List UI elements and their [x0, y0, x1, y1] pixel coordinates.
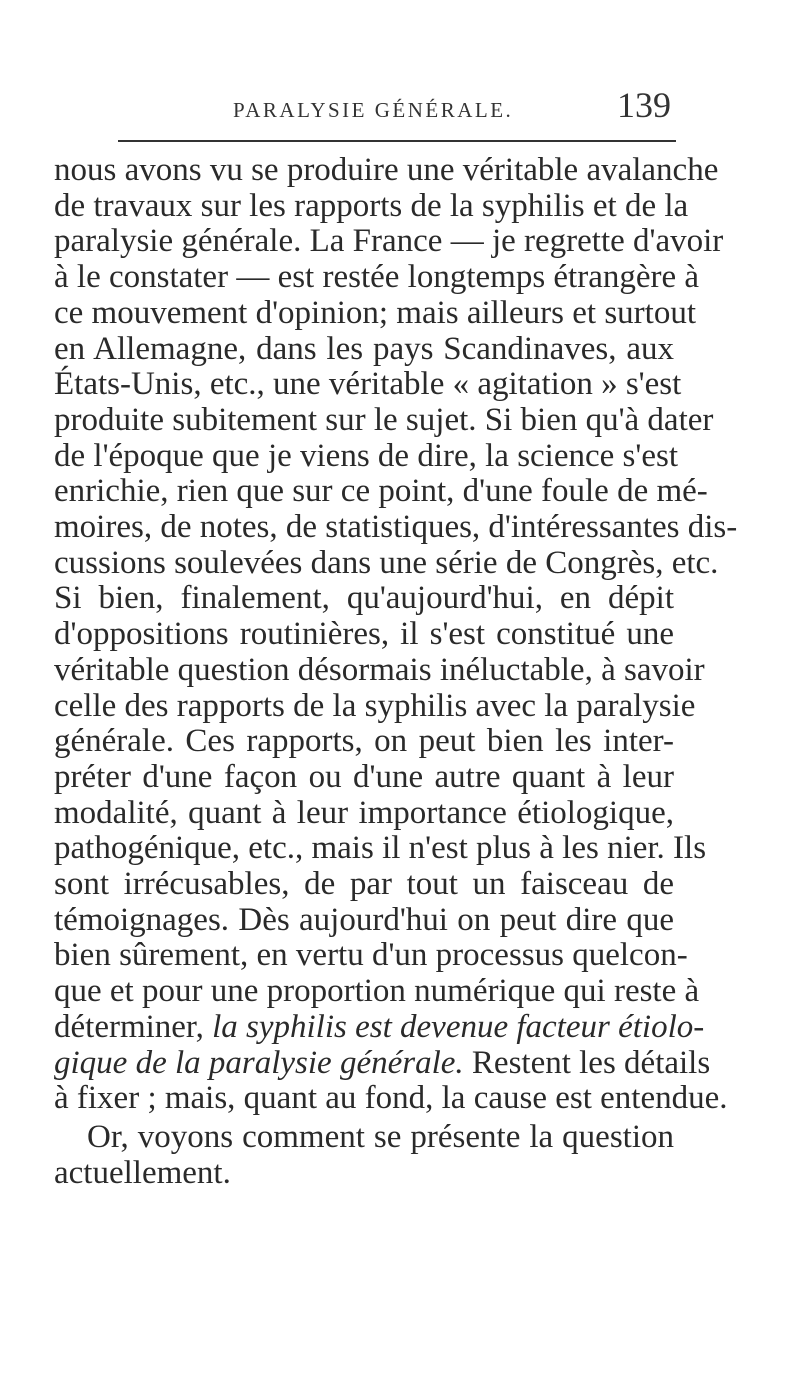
text-line: actuellement.: [54, 1154, 231, 1191]
text-line: États-Unis, etc., une véritable « agitation » s'est: [54, 366, 682, 403]
italic-text-segment: gique de la paralysie générale.: [54, 1044, 464, 1081]
text-line: pathogénique, etc., mais il n'est plus à les nier. Ils: [54, 830, 707, 867]
paragraph-1: [54, 152, 738, 1117]
text-line: ce mouvement d'opinion; mais ailleurs et surtout: [54, 294, 696, 331]
text-line: [54, 1044, 711, 1082]
text-line: Si bien, finalement, qu'aujourd'hui, en dépit: [54, 580, 674, 617]
text-line: bien sûrement, en vertu d'un processus quelcon-: [54, 937, 688, 974]
text-line: à fixer ; mais, quant au fond, la cause est entendue.: [54, 1080, 728, 1117]
text-line: cussions soulevées dans une série de Congrès, etc.: [54, 544, 719, 581]
text-line: [54, 1008, 705, 1046]
text-line: enrichie, rien que sur ce point, d'une foule de mé-: [54, 473, 708, 510]
text-line: Or, voyons comment se présente la question: [87, 1118, 674, 1155]
text-line: sont irrécusables, de par tout un faisceau de: [54, 866, 674, 903]
text-line: à le constater — est restée longtemps étrangère à: [54, 259, 700, 296]
text-line: de travaux sur les rapports de la syphilis et de la: [54, 187, 689, 224]
body-text: [54, 152, 738, 1191]
text-segment: Restent les détails: [463, 1044, 711, 1081]
text-line: préter d'une façon ou d'une autre quant à leur: [54, 758, 674, 795]
text-line: de l'époque que je viens de dire, la science s'est: [54, 437, 678, 474]
text-line: produite subitement sur le sujet. Si bien qu'à dater: [54, 401, 714, 438]
text-line: témoignages. Dès aujourd'hui on peut dire que: [54, 901, 674, 938]
text-line: nous avons vu se produire une véritable avalanche: [54, 152, 719, 188]
text-line: moires, de notes, de statistiques, d'intéressantes dis-: [54, 509, 738, 546]
italic-text-segment: la syphilis est devenue facteur étiolo-: [212, 1008, 705, 1045]
text-line: d'oppositions routinières, il s'est constitué une: [54, 616, 674, 653]
paragraph-2: [54, 1120, 674, 1191]
text-line: celle des rapports de la syphilis avec la paralysie: [54, 687, 696, 724]
header-rule: [118, 140, 676, 142]
text-line: que et pour une proportion numérique qui reste à: [54, 973, 700, 1010]
text-line: générale. Ces rapports, on peut bien les inter-: [54, 723, 674, 760]
text-line: véritable question désormais inéluctable, à savoir: [54, 651, 705, 688]
text-line: paralysie générale. La France — je regrette d'avoir: [54, 223, 724, 260]
text-segment: déterminer,: [54, 1008, 213, 1045]
running-title: PARALYSIE GÉNÉRALE.: [233, 98, 514, 122]
text-line: en Allemagne, dans les pays Scandinaves, aux: [54, 330, 674, 367]
text-line: modalité, quant à leur importance étiologique,: [54, 794, 674, 831]
page-number: 139: [617, 85, 671, 125]
